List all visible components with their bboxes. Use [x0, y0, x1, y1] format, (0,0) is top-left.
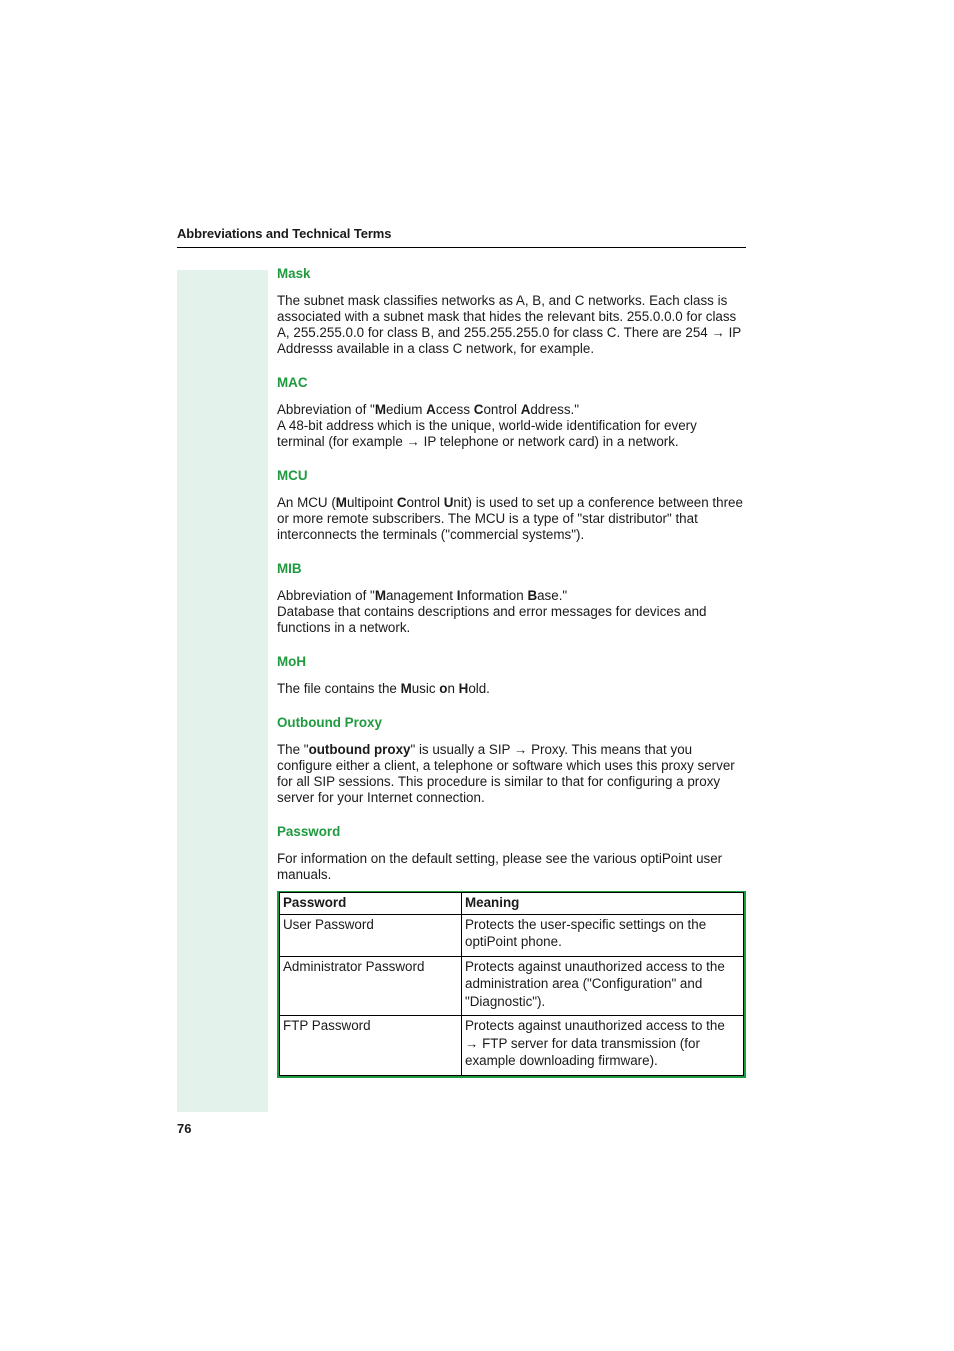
expansion-line: Abbreviation of "Management Information Base.": [277, 588, 568, 603]
table-header-row: [280, 893, 744, 915]
definition-mac: [277, 402, 746, 450]
column-header: Meaning: [462, 893, 744, 915]
table-cell: Administrator Password: [280, 956, 462, 1016]
page-number: 76: [177, 1121, 192, 1136]
definition-text: Database that contains descriptions and error messages for devices and functions in a network.: [277, 604, 707, 635]
definition-outbound-proxy: [277, 742, 746, 806]
password-table: [277, 891, 746, 1078]
expansion-line: An MCU (Multipoint Control Unit) is used to set up a conference between three or more remote subscribers. The MCU is a type of "star distributor" that interconnects the terminals ("commercial systems").: [277, 495, 743, 542]
table-cell: Protects the user-specific settings on the optiPoint phone.: [462, 914, 744, 956]
term-mac: MAC: [277, 375, 308, 390]
table-row: [280, 956, 744, 1016]
expansion-line: The file contains the Music on Hold.: [277, 681, 490, 696]
table-row: [280, 914, 744, 956]
term-mcu: MCU: [277, 468, 308, 483]
margin-sidebar: [177, 270, 268, 1112]
table-cell: Protects against unauthorized access to the administration area ("Configuration" and "Diagnostic").: [462, 956, 744, 1016]
glossary-content: [277, 266, 746, 1078]
column-header: Password: [280, 893, 462, 915]
definition-text: The subnet mask classifies networks as A, B, and C networks. Each class is associated with a subnet mask that hides the relevant bits. 255.0.0.0 for class A, 255.255.0.0 for class B, and 255.255.255.0 for class C. There are 254 → IP Addresss available in a class C network, for example.: [277, 293, 741, 356]
expansion-line: Abbreviation of "Medium Access Control Address.": [277, 402, 580, 417]
definition-moh: [277, 681, 746, 697]
header-rule: [177, 247, 746, 248]
term-moh: MoH: [277, 654, 307, 669]
definition-mcu: [277, 495, 746, 543]
definition-mib: [277, 588, 746, 636]
definition-mask: [277, 293, 746, 357]
term-outbound-proxy: Outbound Proxy: [277, 715, 382, 730]
table-row: [280, 1016, 744, 1076]
term-mask: Mask: [277, 266, 311, 281]
term-mib: MIB: [277, 561, 302, 576]
definition-password: [277, 851, 746, 883]
definition-text: A 48-bit address which is the unique, world-wide identification for every terminal (for example → IP telephone or network card) in a network.: [277, 418, 697, 449]
table-cell: FTP Password: [280, 1016, 462, 1076]
table-cell: Protects against unauthorized access to the → FTP server for data transmission (for example downloading firmware).: [462, 1016, 744, 1076]
definition-text: For information on the default setting, please see the various optiPoint user manuals.: [277, 851, 723, 882]
definition-text: The "outbound proxy" is usually a SIP → Proxy. This means that you configure either a client, a telephone or software which uses this proxy server for all SIP sessions. This procedure is similar to that for configuring a proxy server for your Internet connection.: [277, 742, 735, 805]
running-header: Abbreviations and Technical Terms: [177, 226, 392, 241]
table-cell: User Password: [280, 914, 462, 956]
term-password: Password: [277, 824, 341, 839]
